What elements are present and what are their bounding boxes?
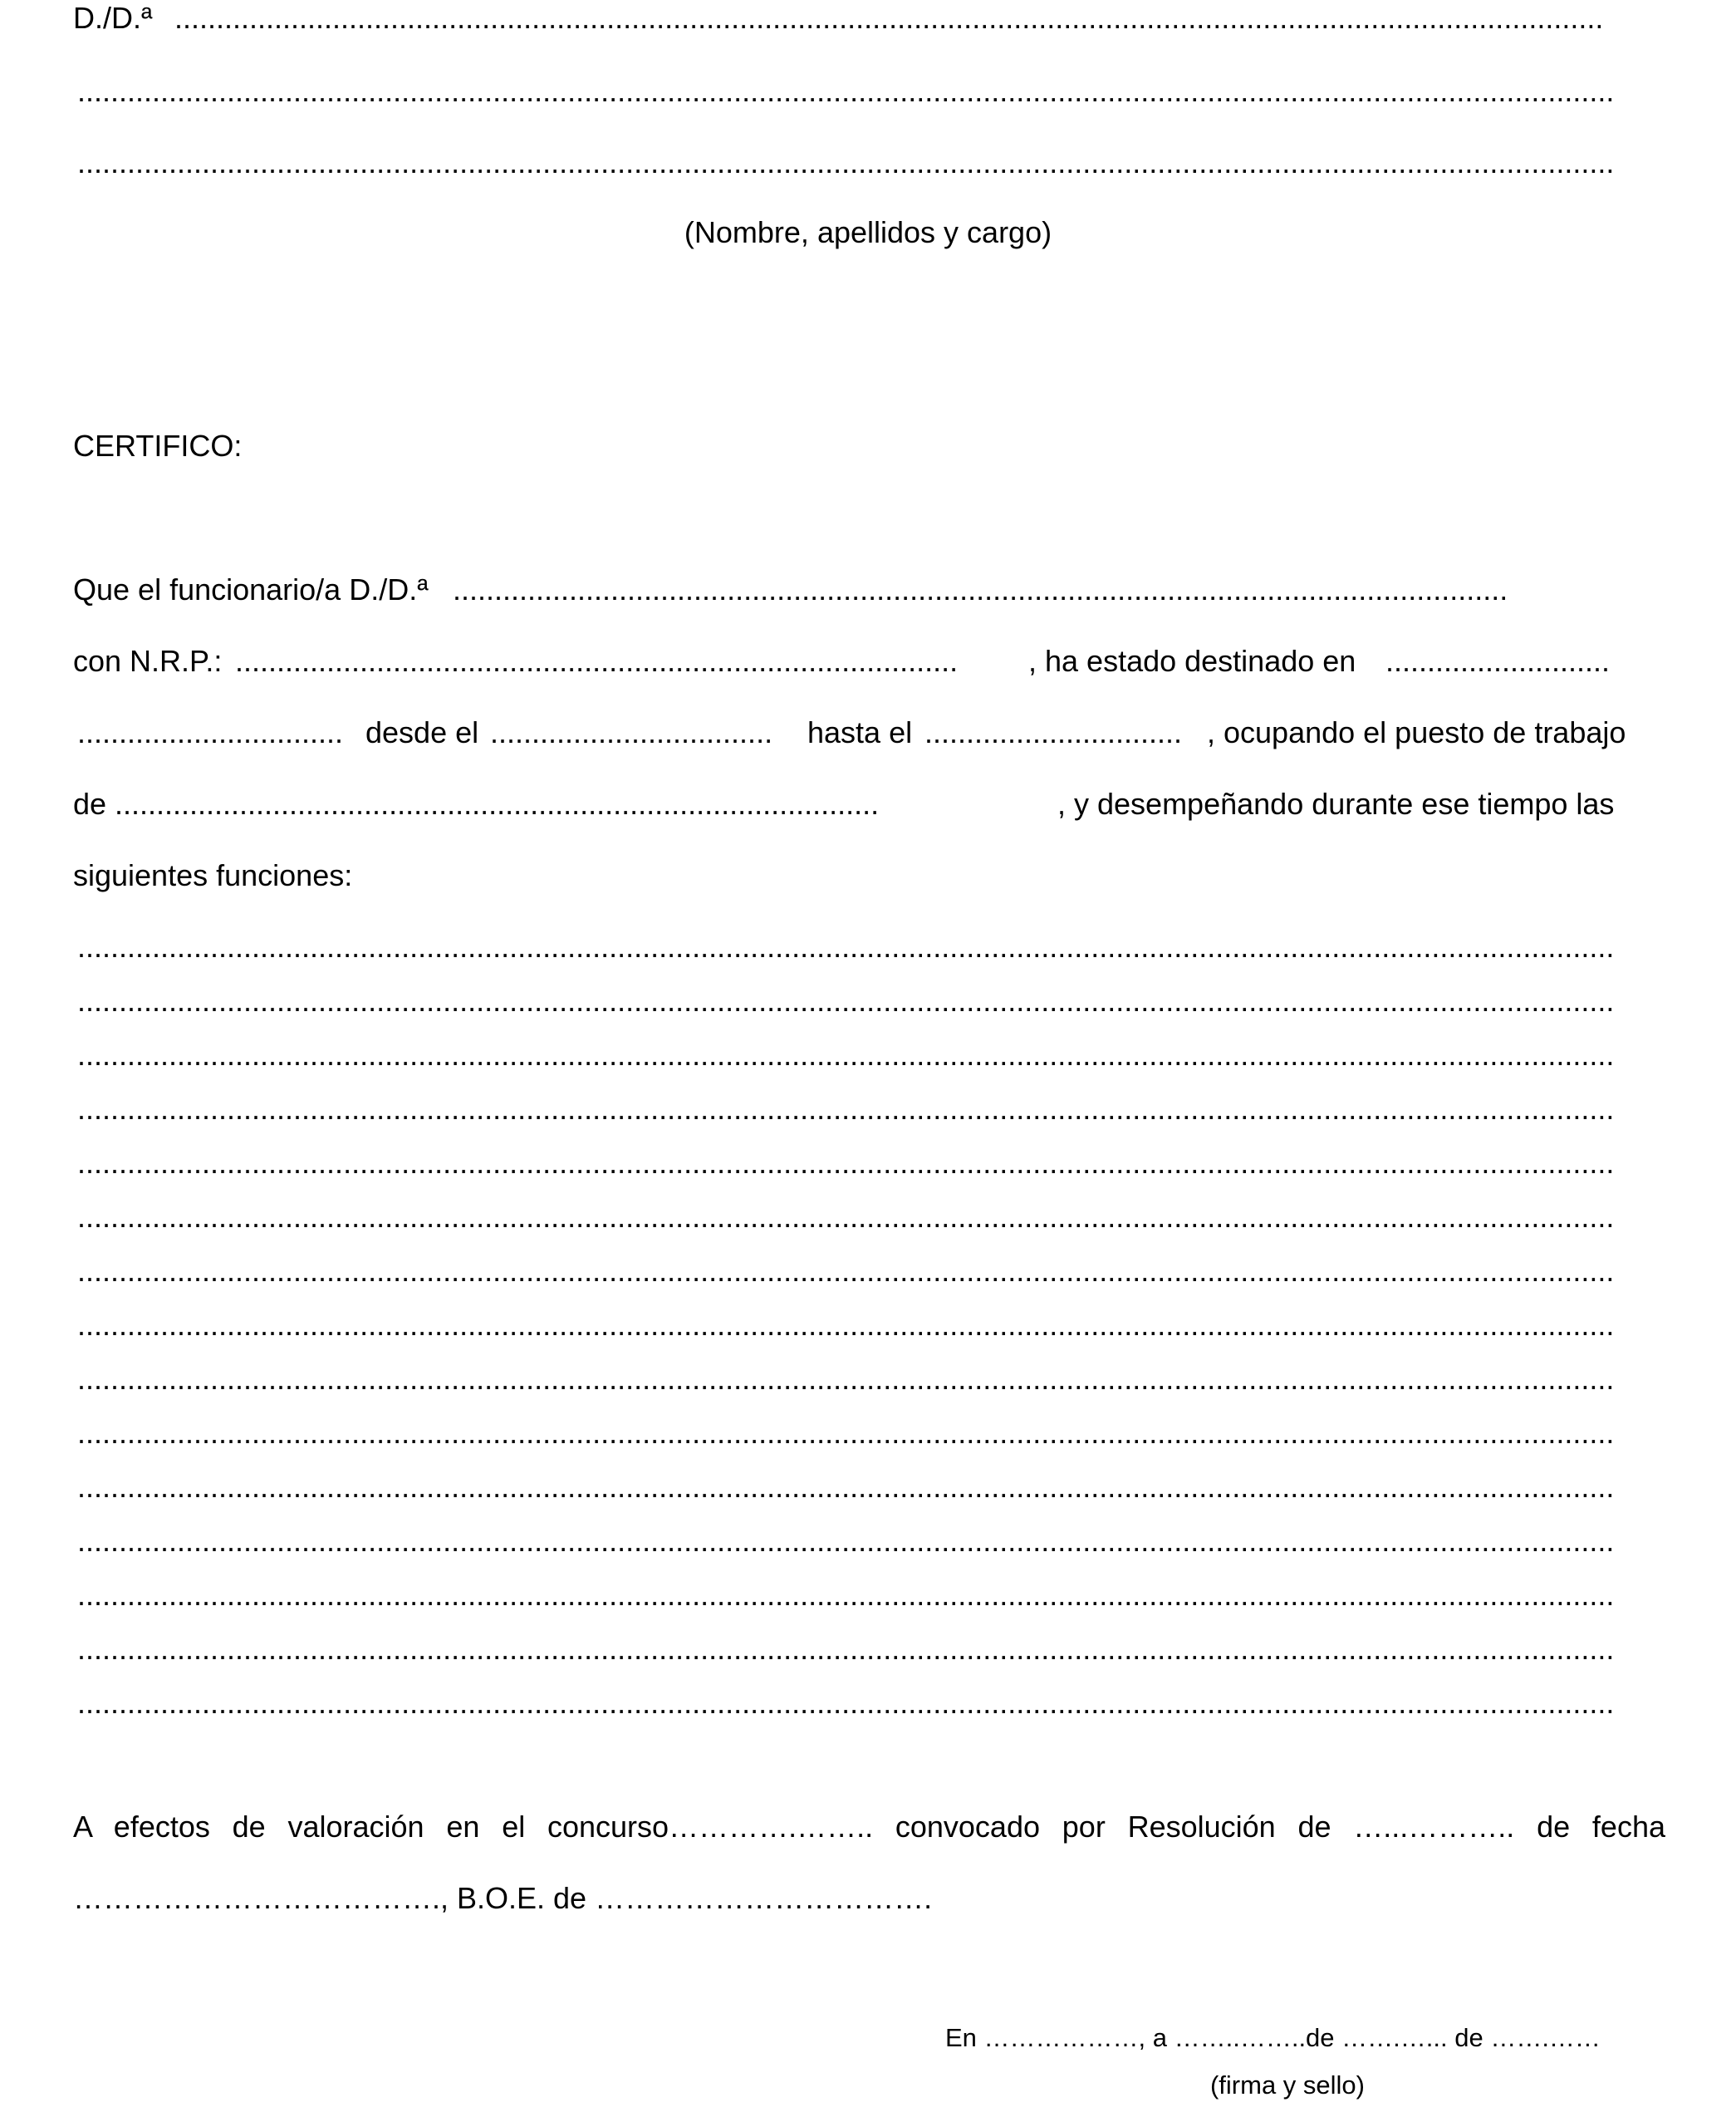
function-line[interactable]: ......................................................................................................................................................................................... [77,1146,1615,1180]
nrp-label: con N.R.P.: [73,644,223,678]
desde-label: desde el [365,715,479,749]
hasta-field[interactable]: ............................... [924,715,1183,749]
function-line[interactable]: ......................................................................................................................................................................................... [77,1578,1615,1612]
function-line[interactable]: ......................................................................................................................................................................................... [77,1686,1615,1720]
destinado-field[interactable]: ........................... [1385,644,1611,678]
siguientes-funciones-label: siguientes funciones: [73,858,353,892]
header-dotted-line-1[interactable]: ............................................................................................................................................................................ [174,1,1604,35]
function-line[interactable]: ......................................................................................................................................................................................... [77,1038,1615,1072]
desempenando-label: , y desempeñando durante ese tiempo las [1057,787,1615,821]
function-line[interactable]: ......................................................................................................................................................................................... [77,1092,1615,1126]
efectos-line-1: A efectos de valoración en el concurso………….…….. convocado por Resolución de …...……….. de fecha [73,1810,1665,1844]
de-label: de [73,787,107,821]
desde-field[interactable]: .................................. [490,715,773,749]
function-line[interactable]: ......................................................................................................................................................................................... [77,1632,1615,1666]
function-line[interactable]: ......................................................................................................................................................................................... [77,984,1615,1018]
function-line[interactable]: ......................................................................................................................................................................................... [77,930,1615,964]
puesto-field[interactable]: ............................................................................................ [115,787,880,821]
header-dotted-line-3[interactable]: ......................................................................................................................................................................................... [77,145,1615,179]
function-line[interactable]: ......................................................................................................................................................................................... [77,1254,1615,1288]
funcionario-name-field[interactable]: ............................................................................................................................... [453,572,1508,607]
destinado-label: , ha estado destinado en [1028,644,1356,678]
function-line[interactable]: ......................................................................................................................................................................................... [77,1470,1615,1504]
efectos-line-2: ………………………………., B.O.E. de ……………………………. [73,1881,933,1915]
function-line[interactable]: ......................................................................................................................................................................................... [77,1416,1615,1450]
function-line[interactable]: ......................................................................................................................................................................................... [77,1362,1615,1396]
header-label-dd: D./D.ª [73,1,153,35]
function-line[interactable]: ......................................................................................................................................................................................... [77,1308,1615,1342]
funcionario-label: Que el funcionario/a D./D.ª [73,572,429,607]
hasta-label: hasta el [807,715,913,749]
destinado-field-continuation[interactable]: ................................ [77,715,344,749]
function-line[interactable]: ......................................................................................................................................................................................... [77,1524,1615,1558]
header-dotted-line-2[interactable]: ......................................................................................................................................................................................... [77,74,1615,108]
nrp-field[interactable]: ....................................................................................... [235,644,959,678]
certifico-heading: CERTIFICO: [73,429,243,463]
function-line[interactable]: ......................................................................................................................................................................................... [77,1200,1615,1234]
header-caption: (Nombre, apellidos y cargo) [684,215,1052,249]
ocupando-label: , ocupando el puesto de trabajo [1207,715,1626,749]
signature-caption: (firma y sello) [1209,2070,1365,2100]
signature-place-date: En ………………, a ……..……..de …….…... de …….…… [945,2023,1601,2052]
